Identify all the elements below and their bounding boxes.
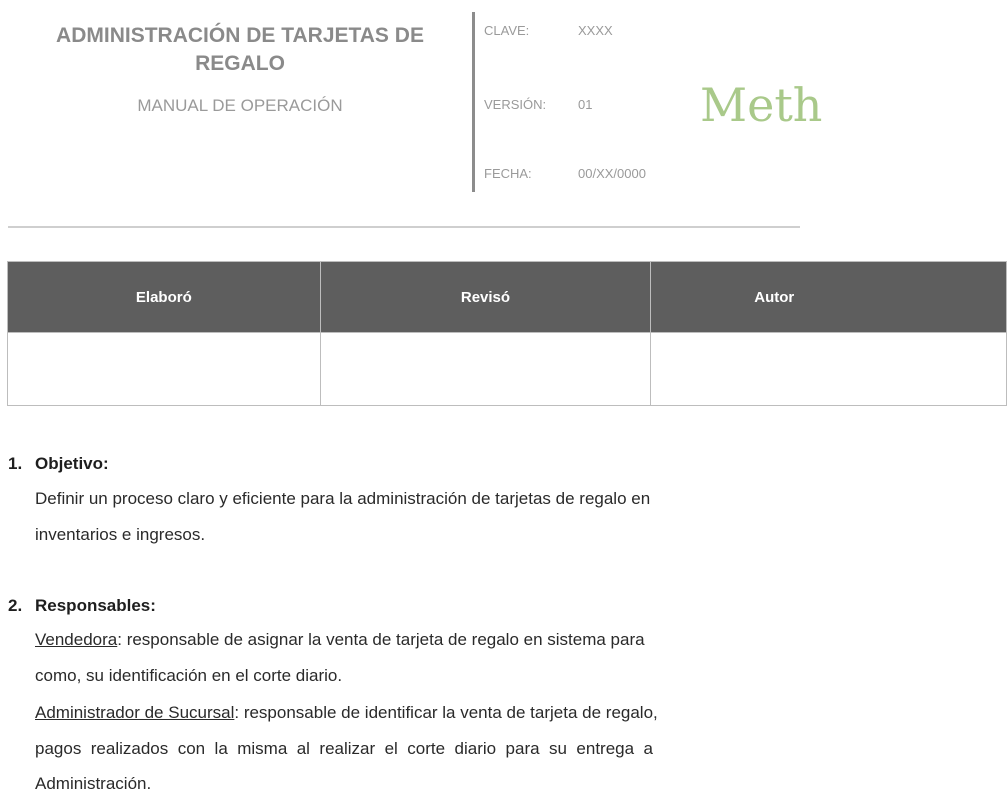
administrador-text-line: pagos realizados con la misma al realizar el corte diario para su entrega a: [35, 739, 653, 758]
section-responsables-heading: [8, 596, 156, 616]
fecha-label: FECHA:: [484, 166, 532, 181]
fecha-value: 00/XX/0000: [578, 166, 646, 181]
document-title: ADMINISTRACIÓN DE TARJETAS DE REGALO: [56, 24, 424, 75]
header-divider: [472, 12, 475, 192]
clave-label: CLAVE:: [484, 23, 530, 38]
vendedora-paragraph: [35, 630, 645, 650]
elaboro-signature-cell: [8, 333, 321, 406]
document-subtitle: MANUAL DE OPERACIÓN: [137, 96, 343, 115]
vendedora-role: Vendedora: [35, 630, 118, 649]
section-number: 1.: [8, 454, 23, 473]
signature-table: [7, 261, 1007, 406]
header-rule: [8, 226, 800, 228]
vendedora-description: : responsable de asignar la venta de tarjeta de regalo en sistema para: [117, 630, 645, 649]
version-value: 01: [578, 97, 593, 112]
clave-value: XXXX: [578, 23, 613, 38]
signature-header-row: [8, 262, 1007, 333]
administrador-paragraph: [35, 703, 658, 723]
vendedora-text-line: como, su identificación en el corte diario.: [35, 666, 343, 685]
section-title: Objetivo:: [35, 454, 109, 473]
objetivo-text-line: inventarios e ingresos.: [35, 525, 206, 544]
section-title: Responsables:: [35, 596, 156, 615]
section-number: 2.: [8, 596, 23, 615]
administrador-text-line: Administración.: [35, 774, 152, 793]
autorizo-signature-cell: [651, 333, 1007, 406]
reviso-header: Revisó: [320, 262, 651, 333]
objetivo-text-line: Definir un proceso claro y eficiente para la administración de tarjetas de regalo en: [35, 489, 651, 508]
autorizo-header: Autor: [651, 262, 1007, 333]
version-label: VERSIÓN:: [484, 97, 547, 112]
section-objetivo-heading: [8, 454, 109, 474]
administrador-description: : responsable de identificar la venta de tarjeta de regalo,: [234, 703, 658, 722]
reviso-signature-cell: [320, 333, 651, 406]
company-logo: Meth: [700, 78, 823, 132]
signature-row: [8, 333, 1007, 406]
elaboro-header: Elaboró: [8, 262, 321, 333]
administrador-role: Administrador de Sucursal: [35, 703, 235, 722]
